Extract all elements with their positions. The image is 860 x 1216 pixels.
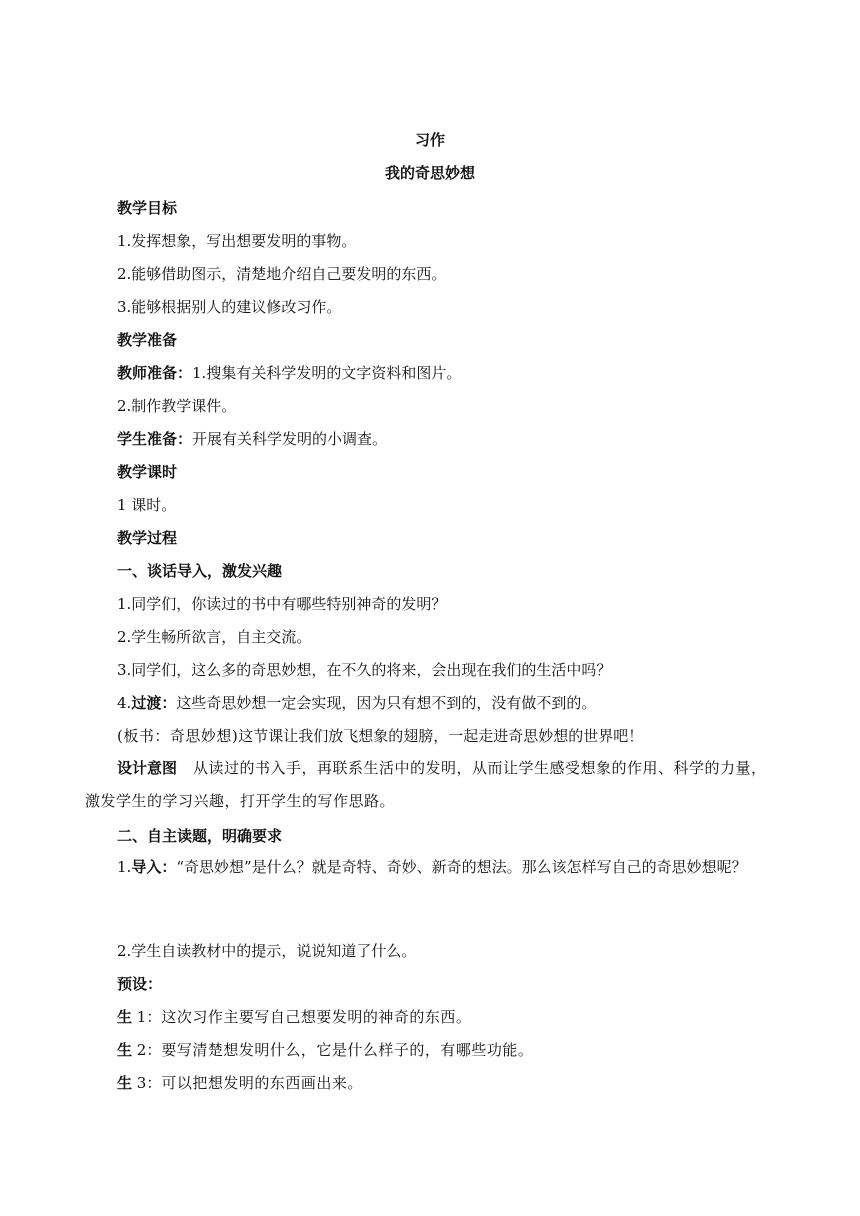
design-intent: [85, 752, 777, 818]
section1-item: 2.学生畅所欲言，自主交流。: [117, 628, 312, 646]
goals-heading: 教学目标: [117, 199, 178, 217]
s2-item1-text: “奇思妙想”是什么？就是奇特、奇妙、新奇的想法。那么该怎样写自己的奇思妙想呢？: [176, 858, 747, 876]
section2-item-1: [85, 851, 777, 884]
student-answer-label: 生: [117, 1008, 133, 1026]
design-text: 从读过的书入手，再联系生活中的发明，从而让学生感受想象的作用、科学的力量，激发学生的学习兴趣，打开学生的写作思路。: [85, 759, 767, 810]
prep-heading: 教学准备: [117, 331, 178, 349]
section2-item-2: 2.学生自读教材中的提示，说说知道了什么。: [117, 942, 417, 960]
student-answer: [117, 1007, 471, 1027]
page-subtitle: 我的奇思妙想: [384, 164, 475, 182]
hours-text: 1 课时。: [117, 496, 177, 514]
goal-item: 3.能够根据别人的建议修改习作。: [117, 298, 342, 316]
student-answer-text: 要写清楚想发明什么，它是什么样子的，有哪些功能。: [161, 1041, 534, 1059]
goal-item: 1.发挥想象，写出想要发明的事物。: [117, 232, 357, 250]
student-answer-num: 1：: [136, 1008, 162, 1026]
section1-item-4: [117, 693, 596, 713]
board-note: (板书：奇思妙想): [117, 727, 239, 745]
student-prep-label: 学生准备：: [117, 430, 193, 448]
student-answer-label: 生: [117, 1074, 133, 1092]
teacher-prep: [117, 363, 461, 383]
student-answer-num: 3：: [136, 1074, 162, 1092]
teacher-prep-2: 2.制作教学课件。: [117, 397, 237, 415]
student-answer-label: 生: [117, 1041, 133, 1059]
item4-label: 过渡：: [131, 694, 177, 712]
student-answer: [117, 1040, 533, 1060]
teacher-prep-text: 1.搜集有关科学发明的文字资料和图片。: [192, 364, 462, 382]
section1-heading: 一、谈话导入，激发兴趣: [117, 562, 283, 580]
hours-heading: 教学课时: [117, 463, 178, 481]
board-line: [117, 726, 643, 746]
student-prep: [117, 429, 387, 449]
student-answer-text: 可以把想发明的东西画出来。: [161, 1074, 363, 1092]
student-answer: [117, 1073, 363, 1093]
student-answer-text: 这次习作主要写自己想要发明的神奇的东西。: [161, 1008, 472, 1026]
section1-item: 1.同学们，你读过的书中有哪些特别神奇的发明？: [117, 595, 447, 613]
s2-item1-label: 导入：: [131, 858, 177, 876]
section1-item: 3.同学们，这么多的奇思妙想，在不久的将来，会出现在我们的生活中吗？: [117, 661, 612, 679]
design-label: 设计意图: [117, 759, 178, 777]
student-prep-text: 开展有关科学发明的小调查。: [192, 430, 388, 448]
student-answer-num: 2：: [136, 1041, 162, 1059]
s2-item1-prefix: 1.: [117, 858, 132, 876]
goal-item: 2.能够借助图示，清楚地介绍自己要发明的东西。: [117, 265, 447, 283]
board-text: 这节课让我们放飞想象的翅膀，一起走进奇思妙想的世界吧！: [238, 727, 644, 745]
preset-label: 预设：: [117, 975, 163, 993]
item4-text: 这些奇思妙想一定会实现，因为只有想不到的，没有做不到的。: [176, 694, 597, 712]
teacher-prep-label: 教师准备：: [117, 364, 193, 382]
process-heading: 教学过程: [117, 529, 178, 547]
section2-heading: 二、自主读题，明确要求: [117, 827, 283, 845]
page-title: 习作: [414, 131, 445, 149]
item4-prefix: 4.: [117, 694, 132, 712]
